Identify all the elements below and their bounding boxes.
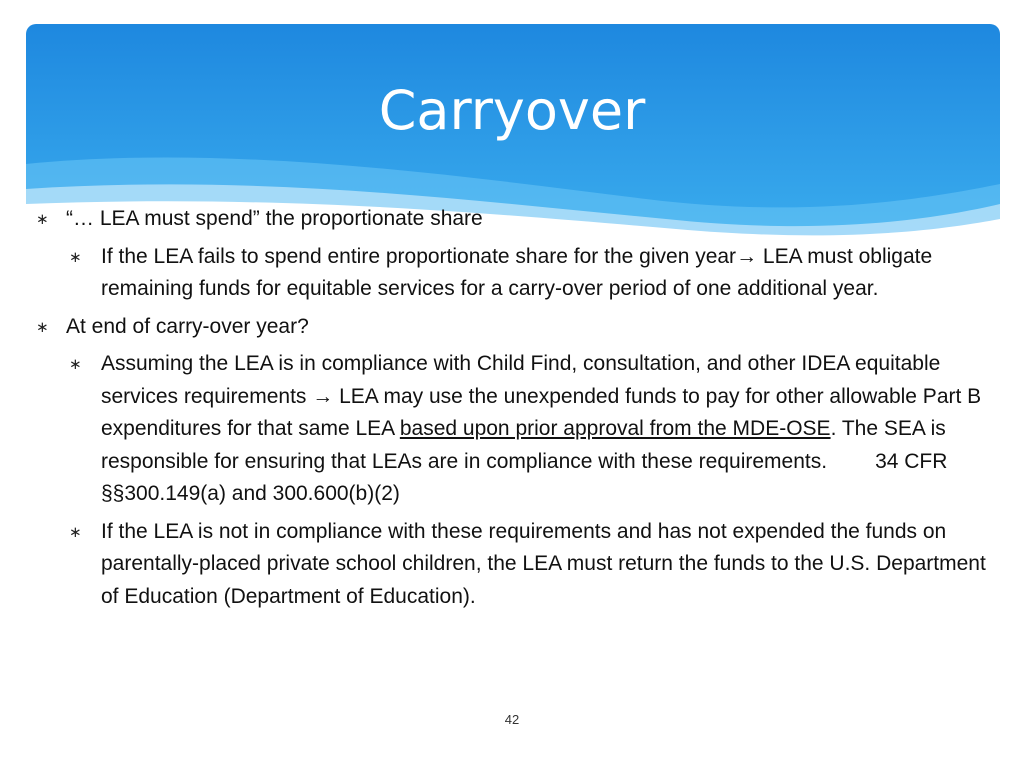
bullet-icon: ∗ bbox=[69, 522, 82, 541]
item-text: If the LEA is not in compliance with these requirements and has not expended the funds on parentally-placed private school children, the LEA must return the funds to the U.S. Department of Education (Department of Education). bbox=[101, 519, 986, 608]
item-text: Assuming the LEA is in compliance with Child Find, consultation, and other IDEA equitable services requirements bbox=[101, 352, 941, 408]
slide-content bbox=[34, 203, 994, 618]
item-text: . The SEA is responsible for ensuring that LEAs are in compliance with these requirements. bbox=[101, 417, 946, 473]
item-text: “… LEA must spend” the proportionate share bbox=[66, 207, 483, 230]
list-item bbox=[34, 348, 994, 511]
bullet-icon: ∗ bbox=[36, 317, 49, 336]
item-text: LEA may use the unexpended funds to pay for other allowable Part B expenditures for that same LEA bbox=[101, 384, 982, 440]
item-text: LEA must obligate remaining funds for equitable services for a carry-over period of one additional year. bbox=[101, 244, 933, 300]
arrow-icon: → bbox=[312, 384, 334, 408]
bullet-icon: ∗ bbox=[69, 247, 82, 266]
citation: 34 CFR §§300.149(a) and 300.600(b)(2) bbox=[101, 449, 948, 505]
bullet-icon: ∗ bbox=[69, 355, 82, 373]
slide-title: Carryover bbox=[378, 79, 646, 142]
list-item bbox=[34, 516, 994, 614]
list-item bbox=[34, 311, 994, 344]
underlined-text: based upon prior approval from the MDE-OSE bbox=[399, 417, 831, 440]
list-item bbox=[34, 203, 994, 236]
page-number: 42 bbox=[504, 712, 520, 727]
list-item bbox=[34, 241, 994, 306]
item-text: If the LEA fails to spend entire proportionate share for the given year bbox=[101, 244, 737, 268]
bullet-icon: ∗ bbox=[36, 210, 49, 228]
arrow-icon: → bbox=[736, 244, 758, 268]
item-text: At end of carry-over year? bbox=[66, 314, 309, 338]
